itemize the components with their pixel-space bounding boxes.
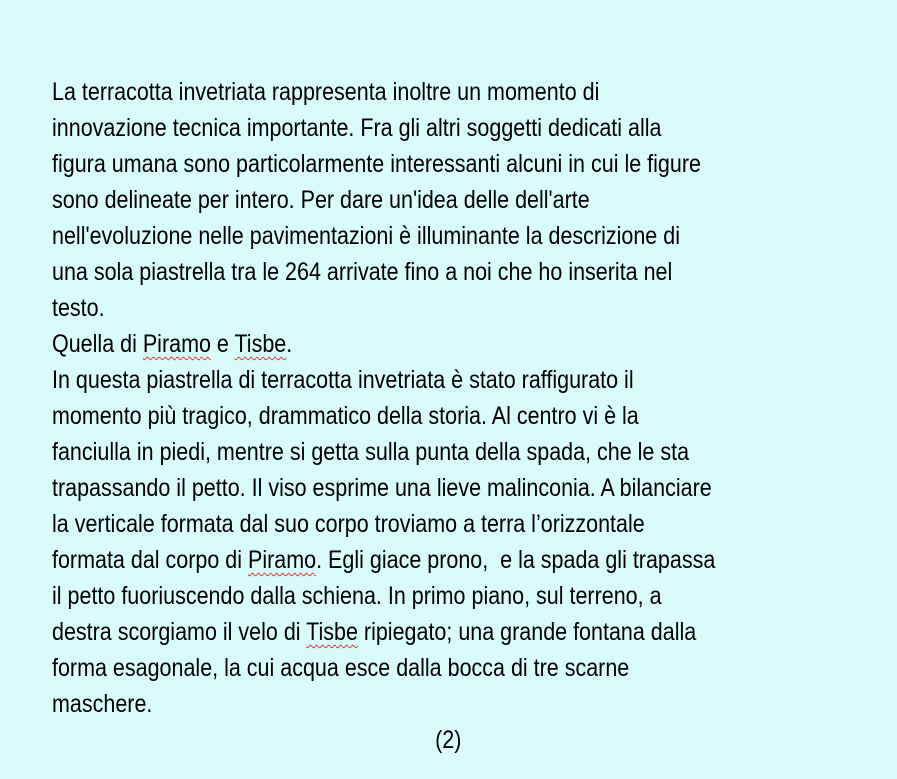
text-line: forma esagonale, la cui acqua esce dalla bocca di tre scarne [52,654,630,682]
text-line: In questa piastrella di terracotta invetriata è stato raffigurato il [52,366,634,394]
text-fragment: e [210,330,235,358]
text-line: sono delineate per intero. Per dare un'idea delle dell'arte [52,186,590,214]
spellcheck-word-piramo: Piramo [247,546,317,574]
spellcheck-word-tisbe: Tisbe [306,618,358,646]
page-number-label: (2) [435,726,462,754]
text-line: nell'evoluzione nelle pavimentazioni è illuminante la descrizione di [52,222,680,250]
text-fragment: Quella di [52,330,143,358]
spellcheck-word-piramo: Piramo [142,330,211,358]
text-line: maschere. [52,690,153,718]
text-line: fanciulla in piedi, mentre si getta sulla punta della spada, che le sta [52,438,690,466]
page-number [0,722,897,758]
text-line [52,542,757,578]
text-line: trapassando il petto. Il viso esprime una lieve malinconia. A bilanciare [52,474,712,502]
text-line: figura umana sono particolarmente interessanti alcuni in cui le figure [52,150,701,178]
text-fragment: . [286,330,293,358]
text-line: La terracotta invetriata rappresenta inoltre un momento di [52,78,600,106]
text-fragment: formata dal corpo di [52,546,248,574]
text-line: innovazione tecnica importante. Fra gli altri soggetti dedicati alla [52,114,662,142]
text-fragment: destra scorgiamo il velo di [52,618,307,646]
spellcheck-word-tisbe: Tisbe [234,330,287,358]
text-fragment: . Egli giace prono, e la spada gli trapassa [316,546,716,574]
text-line: il petto fuoriuscendo dalla schiena. In primo piano, sul terreno, a [52,582,662,610]
text-line: testo. [52,294,105,322]
text-line: una sola piastrella tra le 264 arrivate fino a noi che ho inserita nel [52,258,673,286]
subtitle-line [52,326,757,362]
text-line: la verticale formata dal suo corpo troviamo a terra l’orizzontale [52,510,645,538]
text-line [52,614,757,650]
text-line: momento più tragico, drammatico della storia. Al centro vi è la [52,402,639,430]
body-text [52,74,872,722]
text-fragment: ripiegato; una grande fontana dalla [357,618,697,646]
